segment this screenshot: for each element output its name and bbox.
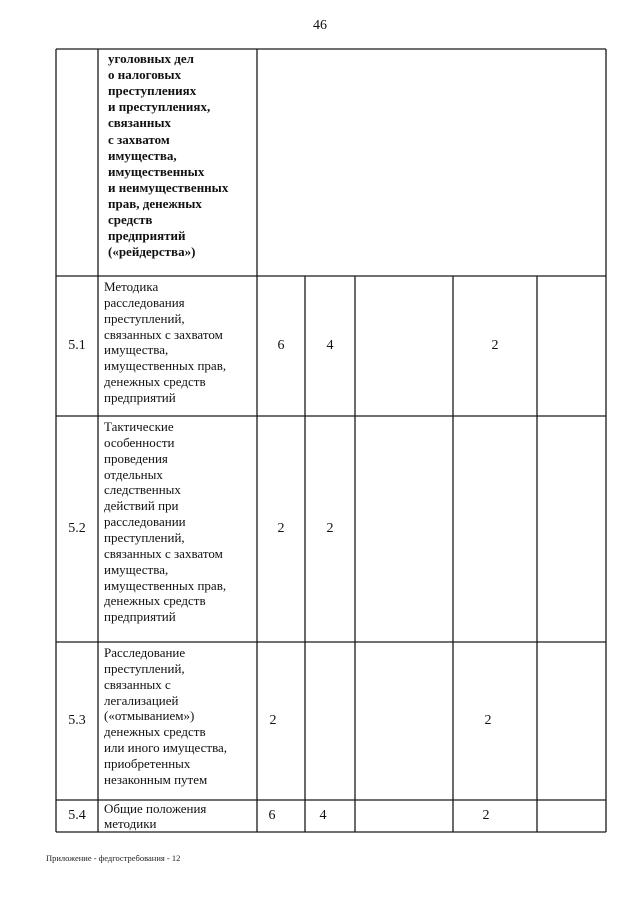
row-lecture-hours: 2 <box>326 521 334 537</box>
row-number: 5.3 <box>68 713 86 729</box>
row-topic: Общие положения методики <box>104 801 207 831</box>
row-total-hours: 2 <box>269 713 277 729</box>
row-col6: 2 <box>482 808 490 824</box>
row-total-hours: 6 <box>277 338 285 354</box>
row-col5 <box>355 642 453 800</box>
row-total-hours: 6 <box>268 808 276 824</box>
row-col5 <box>355 416 453 642</box>
row-col6: 2 <box>491 338 499 354</box>
row-col5 <box>355 800 453 832</box>
row-col6: 2 <box>484 713 492 729</box>
continuation-topic-cell: уголовных дел о налоговых преступлениях и преступлениях, связанных с захватом имущества, имущественных и неимущественных прав, денежных средств предприятий («рейдерства») <box>108 51 229 260</box>
row-number: 5.4 <box>68 808 86 824</box>
row-lecture-hours <box>305 642 355 800</box>
row-topic: Тактические особенности проведения отдельных следственных действий при расследовании преступлений, связанных с захватом имущества, имущественных прав, денежных средств предприятий <box>104 419 227 625</box>
row-number: 5.1 <box>68 338 86 354</box>
page-footer: Приложение - федгостребования - 12 <box>46 853 181 863</box>
row-lecture-hours: 4 <box>319 808 327 824</box>
row-number: 5.2 <box>68 521 86 537</box>
row-col6 <box>453 416 537 642</box>
row-topic: Расследование преступлений, связанных с легализацией («отмыванием») денежных средств или иного имущества, приобретенных незаконным путем <box>104 645 228 787</box>
row-lecture-hours: 4 <box>326 338 334 354</box>
page-number: 46 <box>313 18 327 33</box>
row-total-hours: 2 <box>277 521 285 537</box>
row-topic: Методика расследования преступлений, связанных с захватом имущества, имущественных прав, денежных средств предприятий <box>104 279 227 406</box>
row-col5 <box>355 276 453 416</box>
